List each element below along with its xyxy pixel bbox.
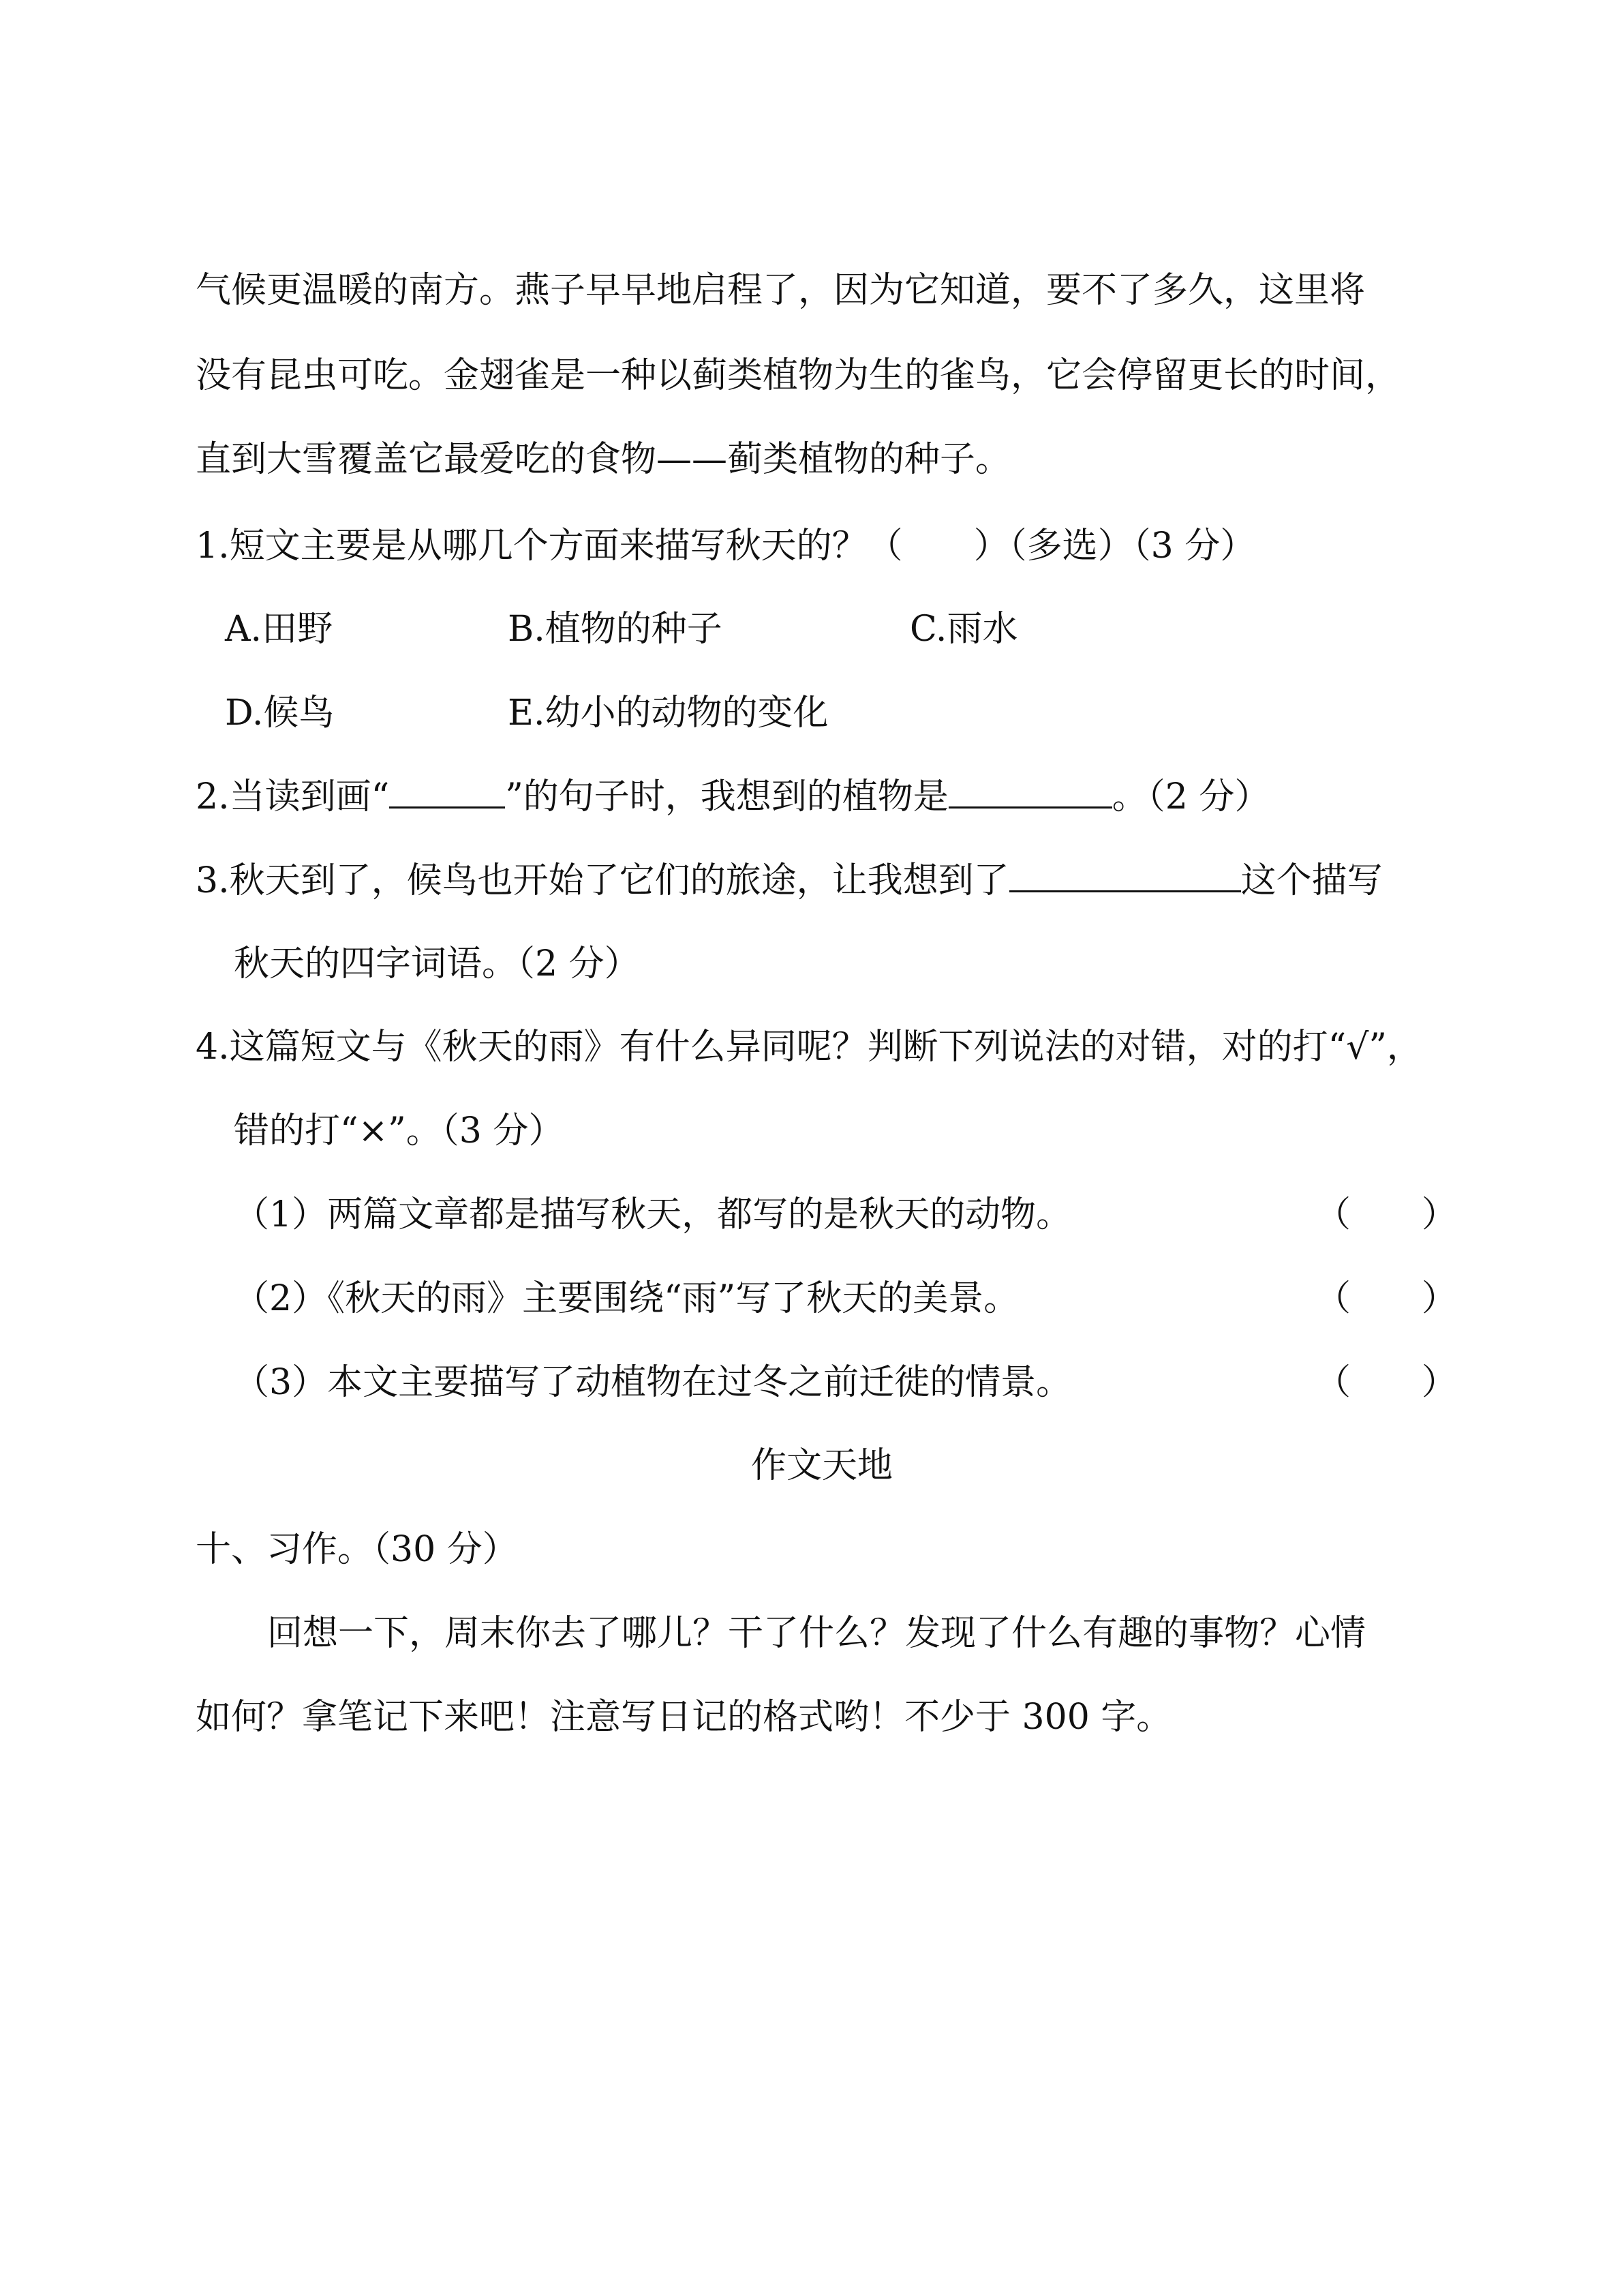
answer-blank[interactable]: [949, 772, 1112, 809]
question-2-line: [196, 772, 1270, 821]
passage-line-1: 气候更温暖的南方。燕子早早地启程了，因为它知道，要不了多久，这里将: [196, 270, 1366, 311]
judgement-item-2: （2）《秋天的雨》主要围绕“雨”写了秋天的美景。: [234, 1278, 1020, 1319]
question-4-line-2: 错的打“×”。（3 分）: [234, 1111, 564, 1151]
answer-box-2[interactable]: （ ）: [1315, 1278, 1458, 1319]
answer-blank[interactable]: [1009, 856, 1241, 892]
option-d: D.候鸟: [225, 693, 335, 734]
option-c: C.雨水: [910, 609, 1018, 650]
option-b: B.植物的种子: [508, 609, 722, 650]
question-2-text-1: 2.当读到画“: [196, 776, 390, 817]
composition-prompt-line-2: 如何？拿笔记下来吧！注意写日记的格式哟！不少于 300 字。: [196, 1697, 1172, 1738]
passage-line-3: 直到大雪覆盖它最爱吃的食物——蓟类植物的种子。: [196, 439, 1011, 480]
section-heading: 作文天地: [751, 1445, 893, 1486]
judgement-item-1: （1）两篇文章都是描写秋天，都写的是秋天的动物。: [234, 1194, 1072, 1235]
answer-blank[interactable]: [389, 772, 505, 809]
question-3-line-2: 秋天的四字词语。（2 分）: [234, 943, 640, 984]
question-3-text-1: 3.秋天到了，候鸟也开始了它们的旅途，让我想到了: [196, 860, 1009, 901]
question-2-text-3: 。（2 分）: [1112, 776, 1270, 817]
judgement-item-3: （3）本文主要描写了动植物在过冬之前迁徙的情景。: [234, 1362, 1072, 1403]
question-4-line-1: 4.这篇短文与《秋天的雨》有什么异同呢？判断下列说法的对错，对的打“√”，: [196, 1027, 1422, 1068]
composition-prompt-line-1: 回想一下，周末你去了哪儿？干了什么？发现了什么有趣的事物？心情: [267, 1613, 1366, 1654]
passage-line-2: 没有昆虫可吃。金翅雀是一种以蓟类植物为生的雀鸟，它会停留更长的时间，: [196, 355, 1401, 396]
answer-box-1[interactable]: （ ）: [1315, 1194, 1458, 1235]
option-e: E.幼小的动物的变化: [508, 693, 829, 734]
composition-title: 十、习作。（30 分）: [196, 1529, 518, 1570]
question-1-stem: 1.短文主要是从哪几个方面来描写秋天的？（ ）（多选）（3 分）: [196, 526, 1256, 567]
option-a: A.田野: [225, 609, 333, 650]
question-2-text-2: ”的句子时，我想到的植物是: [505, 776, 949, 817]
question-3-line-1: [196, 856, 1383, 905]
question-3-text-2: 这个描写: [1240, 860, 1383, 901]
answer-box-3[interactable]: （ ）: [1315, 1362, 1458, 1403]
